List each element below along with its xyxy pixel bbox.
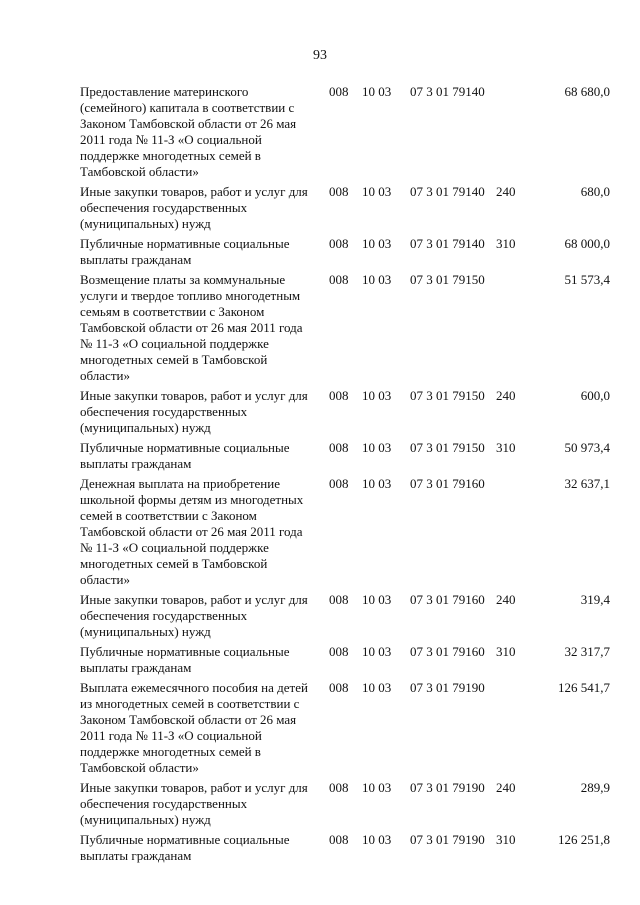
- section-code: 10 03: [362, 780, 392, 795]
- row-description: Публичные нормативные социальные выплаты гражданам: [80, 236, 290, 267]
- page-number: 93: [313, 48, 327, 63]
- amount: 289,9: [580, 780, 610, 795]
- expense-type-code: 240: [496, 780, 516, 795]
- ministry-code: 008: [329, 236, 349, 251]
- amount: 68 000,0: [564, 236, 610, 251]
- table-row: [80, 388, 610, 436]
- ministry-code: 008: [329, 84, 349, 99]
- section-code: 10 03: [362, 184, 392, 199]
- target-article-code: 07 3 01 79190: [410, 680, 485, 695]
- section-code: 10 03: [362, 644, 392, 659]
- row-description: Возмещение платы за коммунальные услуги и твердое топливо многодетным семьям в соответствии с Законом Тамбовской области от 26 мая 2011 года № 11-З «О социальной поддержке многодетных семей в Тамбовской области»: [80, 272, 303, 383]
- table-row: [80, 440, 610, 472]
- table-row: [80, 680, 610, 776]
- expense-type-code: 310: [496, 832, 516, 847]
- section-code: 10 03: [362, 272, 392, 287]
- amount: 319,4: [580, 592, 610, 607]
- target-article-code: 07 3 01 79140: [410, 84, 485, 99]
- amount: 126 251,8: [558, 832, 610, 847]
- section-code: 10 03: [362, 680, 392, 695]
- table-row: [80, 84, 610, 180]
- ministry-code: 008: [329, 644, 349, 659]
- ministry-code: 008: [329, 832, 349, 847]
- amount: 600,0: [580, 388, 610, 403]
- row-description: Выплата ежемесячного пособия на детей из многодетных семей в соответствии с Законом Тамбовской области от 26 мая 2011 года № 11-З «О социальной поддержке многодетных семей в Тамбовской области»: [80, 680, 308, 775]
- row-description: Денежная выплата на приобретение школьной формы детям из многодетных семей в соответствии с Законом Тамбовской области от 26 мая 2011 года № 11-З «О социальной поддержке многодетных семей в Тамбовской области»: [80, 476, 304, 587]
- amount: 50 973,4: [564, 440, 610, 455]
- amount: 51 573,4: [564, 272, 610, 287]
- target-article-code: 07 3 01 79140: [410, 236, 485, 251]
- table-row: [80, 272, 610, 384]
- expense-type-code: 310: [496, 644, 516, 659]
- expense-type-code: 310: [496, 440, 516, 455]
- target-article-code: 07 3 01 79150: [410, 388, 485, 403]
- ministry-code: 008: [329, 680, 349, 695]
- budget-table: [80, 84, 610, 868]
- section-code: 10 03: [362, 84, 392, 99]
- section-code: 10 03: [362, 236, 392, 251]
- row-description: Иные закупки товаров, работ и услуг для обеспечения государственных (муниципальных) нужд: [80, 388, 308, 435]
- target-article-code: 07 3 01 79160: [410, 592, 485, 607]
- section-code: 10 03: [362, 592, 392, 607]
- row-description: Публичные нормативные социальные выплаты гражданам: [80, 832, 290, 863]
- ministry-code: 008: [329, 184, 349, 199]
- amount: 680,0: [580, 184, 610, 199]
- amount: 126 541,7: [558, 680, 610, 695]
- ministry-code: 008: [329, 440, 349, 455]
- row-description: Иные закупки товаров, работ и услуг для обеспечения государственных (муниципальных) нужд: [80, 592, 308, 639]
- table-row: [80, 476, 610, 588]
- amount: 32 317,7: [564, 644, 610, 659]
- table-row: [80, 592, 610, 640]
- target-article-code: 07 3 01 79190: [410, 832, 485, 847]
- row-description: Предоставление материнского (семейного) капитала в соответствии с Законом Тамбовской области от 26 мая 2011 года № 11-З «О социальной поддержке многодетных семей в Тамбовской области»: [80, 84, 297, 179]
- table-row: [80, 236, 610, 268]
- expense-type-code: 310: [496, 236, 516, 251]
- ministry-code: 008: [329, 476, 349, 491]
- expense-type-code: 240: [496, 184, 516, 199]
- expense-type-code: 240: [496, 592, 516, 607]
- ministry-code: 008: [329, 592, 349, 607]
- row-description: Иные закупки товаров, работ и услуг для обеспечения государственных (муниципальных) нужд: [80, 780, 308, 827]
- target-article-code: 07 3 01 79160: [410, 644, 485, 659]
- table-row: [80, 644, 610, 676]
- amount: 68 680,0: [564, 84, 610, 99]
- target-article-code: 07 3 01 79140: [410, 184, 485, 199]
- table-row: [80, 832, 610, 864]
- amount: 32 637,1: [564, 476, 610, 491]
- ministry-code: 008: [329, 780, 349, 795]
- row-description: Публичные нормативные социальные выплаты гражданам: [80, 440, 290, 471]
- section-code: 10 03: [362, 440, 392, 455]
- table-row: [80, 780, 610, 828]
- target-article-code: 07 3 01 79150: [410, 440, 485, 455]
- target-article-code: 07 3 01 79150: [410, 272, 485, 287]
- target-article-code: 07 3 01 79190: [410, 780, 485, 795]
- section-code: 10 03: [362, 388, 392, 403]
- ministry-code: 008: [329, 272, 349, 287]
- row-description: Иные закупки товаров, работ и услуг для обеспечения государственных (муниципальных) нужд: [80, 184, 308, 231]
- row-description: Публичные нормативные социальные выплаты гражданам: [80, 644, 290, 675]
- ministry-code: 008: [329, 388, 349, 403]
- expense-type-code: 240: [496, 388, 516, 403]
- section-code: 10 03: [362, 476, 392, 491]
- target-article-code: 07 3 01 79160: [410, 476, 485, 491]
- section-code: 10 03: [362, 832, 392, 847]
- table-row: [80, 184, 610, 232]
